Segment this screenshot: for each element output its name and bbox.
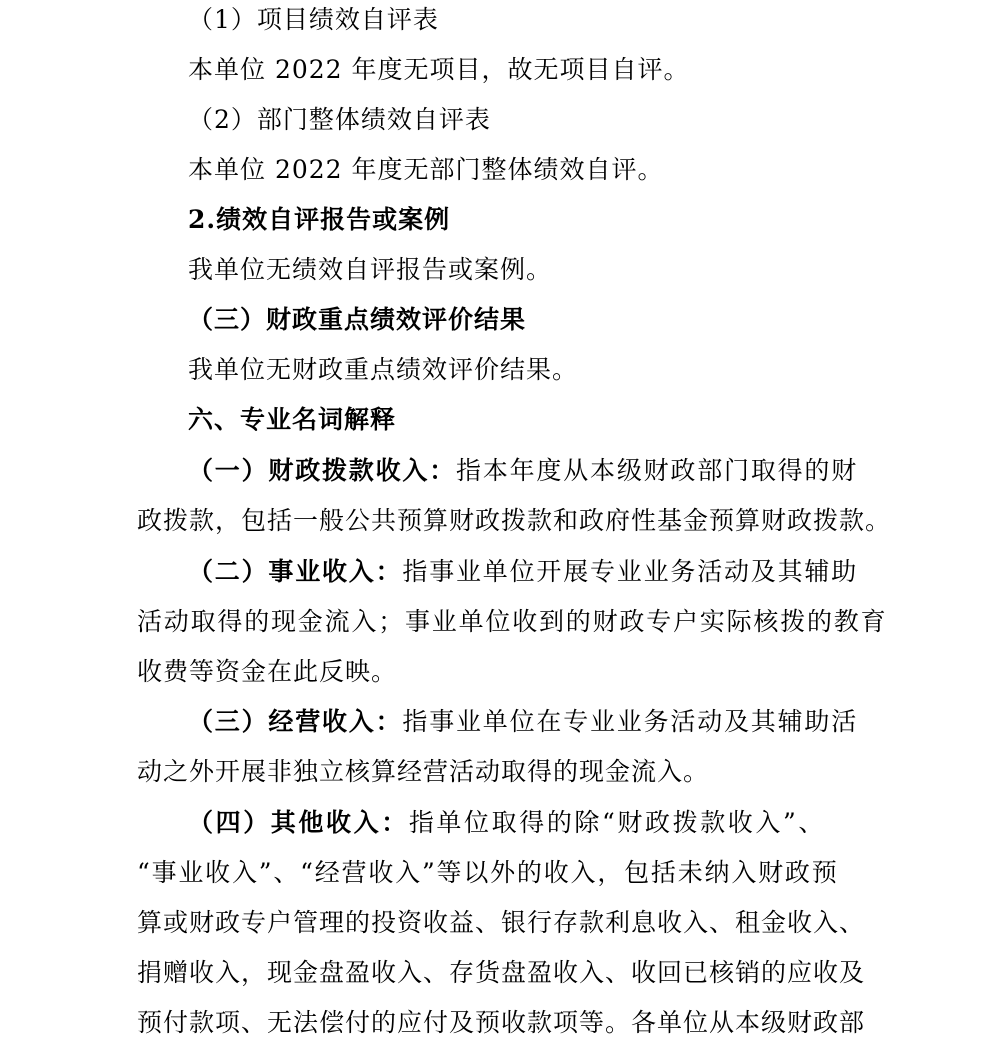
term-text: 指本年度从本级财政部门取得的财	[456, 456, 859, 485]
term-paragraph	[188, 456, 858, 486]
term-text-line: 动之外开展非独立核算经营活动取得的现金流入。	[137, 757, 710, 786]
term-text-line: 活动取得的现金流入；事业单位收到的财政专户实际核拨的教育	[137, 607, 888, 636]
section-heading: （三）财政重点绩效评价结果	[188, 305, 527, 334]
paragraph: 本单位 2022 年度无部门整体绩效自评。	[188, 155, 664, 184]
term-text-line: 捐赠收入，现金盘盈收入、存货盘盈收入、收回已核销的应收及	[137, 958, 866, 987]
term-paragraph	[188, 808, 826, 838]
term-heading: （四）其他收入：	[188, 808, 409, 837]
term-text: 指单位取得的除“财政拨款收入”、	[408, 808, 826, 837]
term-text: 指事业单位在专业业务活动及其辅助活	[402, 707, 859, 736]
paragraph: 我单位无绩效自评报告或案例。	[188, 255, 553, 284]
subsection-heading: （2）部门整体绩效自评表	[188, 105, 491, 134]
term-text-line: 算或财政专户管理的投资收益、银行存款利息收入、租金收入、	[137, 908, 866, 937]
term-text: 指事业单位开展专业业务活动及其辅助	[402, 557, 859, 586]
term-text-line: 预付款项、无法偿付的应付及预收款项等。各单位从本级财政部	[137, 1008, 866, 1037]
term-text-line: 政拨款，包括一般公共预算财政拨款和政府性基金预算财政拨款。	[137, 506, 892, 535]
chapter-heading: 六、专业名词解释	[188, 405, 397, 434]
term-paragraph	[188, 707, 858, 737]
term-heading: （三）经营收入：	[188, 707, 403, 736]
term-heading: （二）事业收入：	[188, 557, 403, 586]
paragraph: 本单位 2022 年度无项目，故无项目自评。	[188, 55, 690, 84]
paragraph: 我单位无财政重点绩效评价结果。	[188, 355, 579, 384]
section-heading: 2.绩效自评报告或案例	[188, 205, 451, 234]
term-text-line: 收费等资金在此反映。	[137, 657, 398, 686]
term-heading: （一）财政拨款收入：	[188, 456, 457, 485]
subsection-heading: （1）项目绩效自评表	[188, 5, 439, 34]
term-paragraph	[188, 557, 858, 587]
term-text-line: “事业收入”、“经营收入”等以外的收入，包括未纳入财政预	[137, 858, 839, 887]
